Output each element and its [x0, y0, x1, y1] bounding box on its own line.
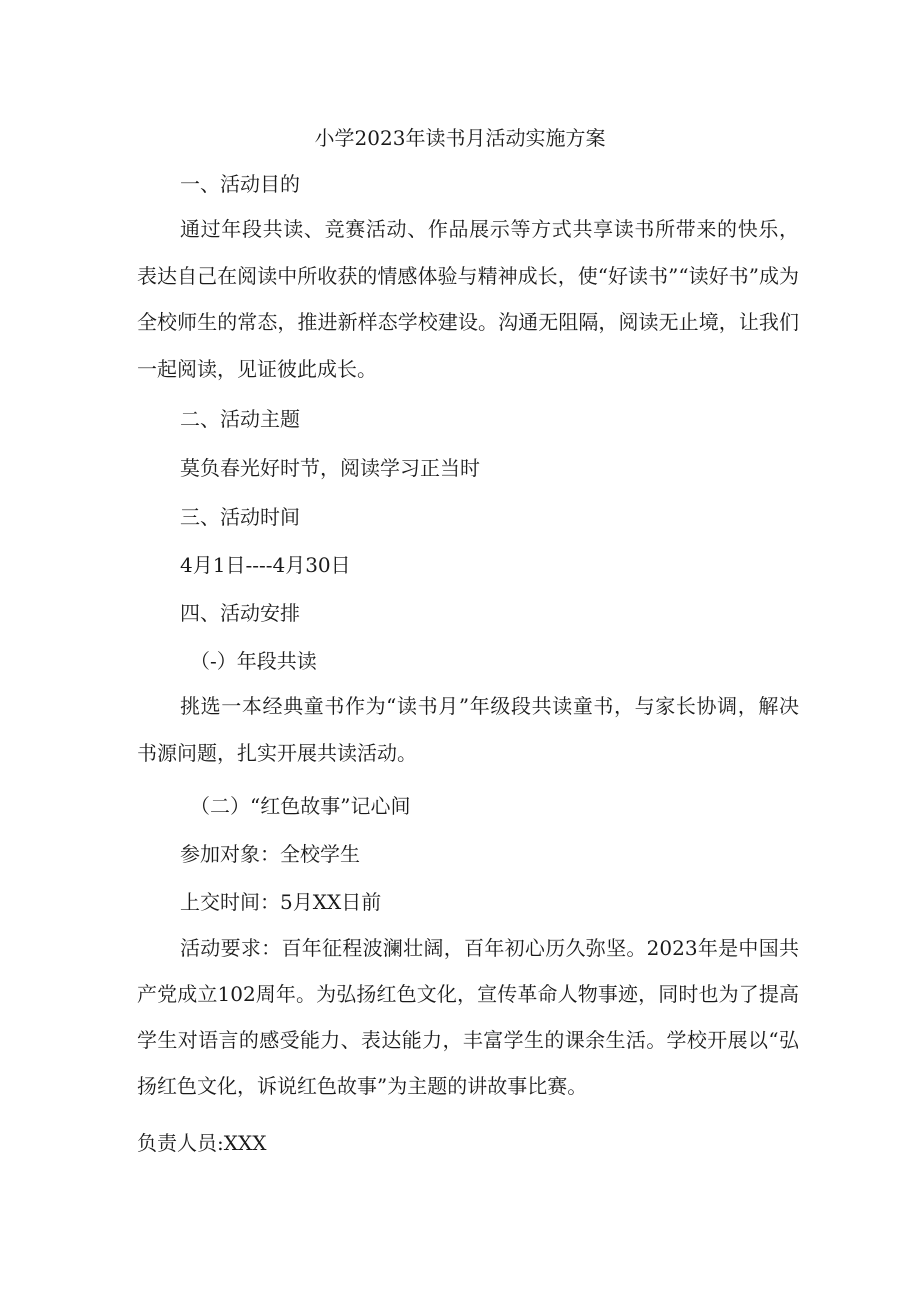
red-story-deadline: 上交时间：5月XX日前 [180, 890, 382, 914]
paragraph-purpose: 通过年段共读、竞赛活动、作品展示等方式共享读书所带来的快乐，表达自己在阅读中所收获的情感体验与精神成长，使“好读书”“读好书”成为全校师生的常态，推进新样态学校建设。沟通无阻隔，阅读无止境，让我们一起阅读，见证彼此成长。 [137, 217, 799, 381]
subsection-heading-grade-reading: （-）年段共读 [190, 649, 317, 673]
red-story-participants: 参加对象：全校学生 [180, 842, 360, 866]
person-in-charge: 负责人员:XXX [137, 1131, 267, 1155]
section-heading-theme: 二、活动主题 [180, 407, 300, 431]
section-heading-time: 三、活动时间 [180, 505, 300, 529]
paragraph-time: 4月1日----4月30日 [180, 553, 351, 577]
section-heading-purpose: 一、活动目的 [180, 172, 300, 196]
section-heading-arrangement: 四、活动安排 [180, 601, 300, 625]
paragraph-grade-reading: 挑选一本经典童书作为“读书月”年级段共读童书，与家长协调，解决书源问题，扎实开展共读活动。 [137, 694, 799, 765]
red-story-requirements: 活动要求：百年征程波澜壮阔，百年初心历久弥坚。2023年是中国共产党成立102周年。为弘扬红色文化，宣传革命人物事迹，同时也为了提高学生对语言的感受能力、表达能力，丰富学生的课余生活。学校开展以“弘扬红色文化，诉说红色故事”为主题的讲故事比赛。 [137, 936, 799, 1098]
subsection-heading-red-story: （二）“红色故事”记心间 [190, 794, 411, 818]
paragraph-theme: 莫负春光好时节，阅读学习正当时 [180, 456, 480, 480]
document-title: 小学2023年读书月活动实施方案 [314, 126, 606, 150]
